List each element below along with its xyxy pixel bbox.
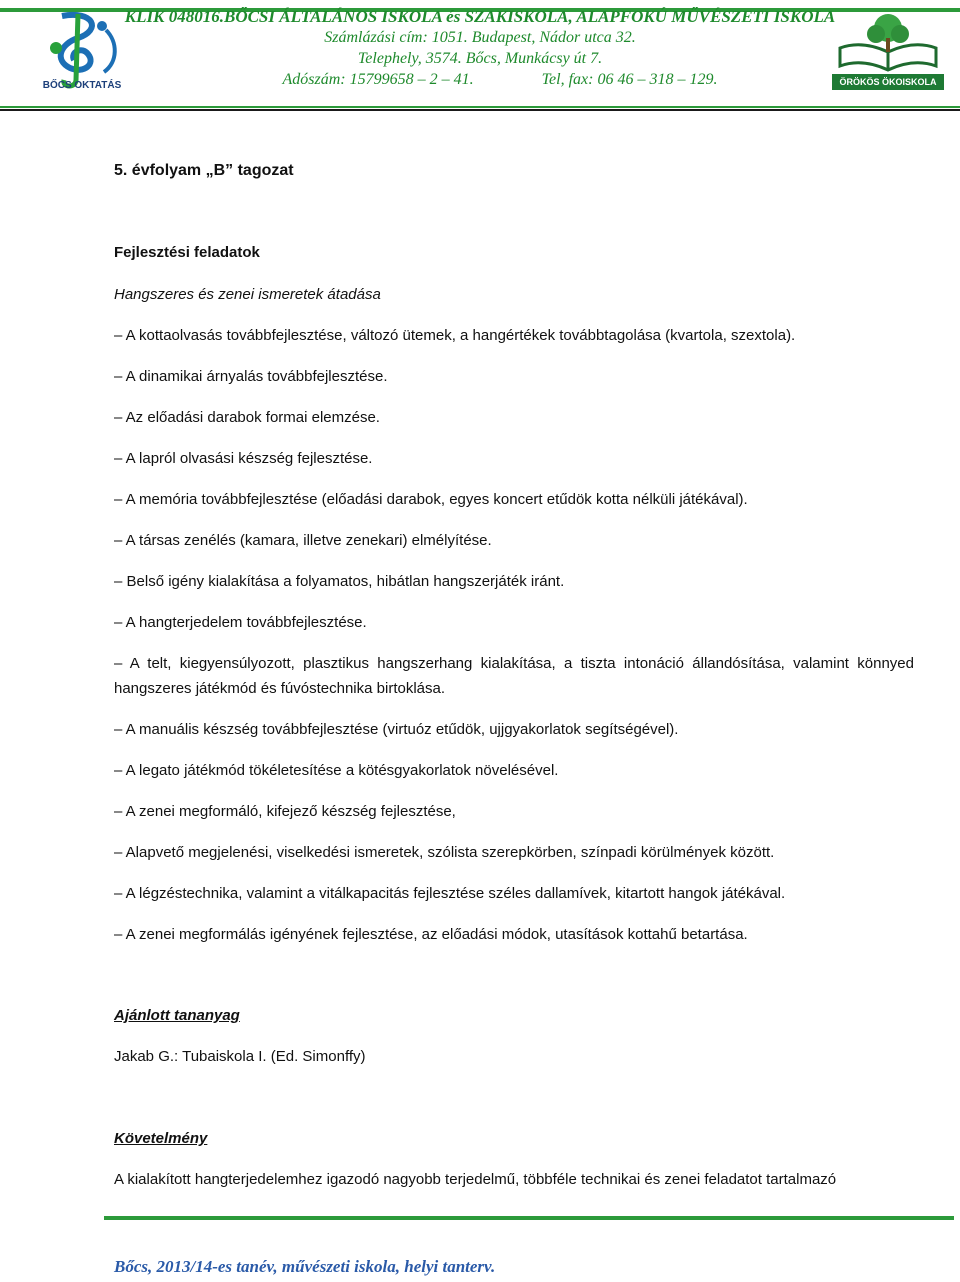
header-divider [0,98,960,103]
list-item: – A társas zenélés (kamara, illetve zenekari) elmélyítése. [114,532,492,549]
eco-school-logo [832,8,944,90]
header-top-rule [0,0,960,5]
list-item: – Belső igény kialakítása a folyamatos, hibátlan hangszerjáték iránt. [114,573,565,590]
header-billing-address: Számlázási cím: 1051. Budapest, Nádor utca 32. [324,29,636,46]
book-tree-logo-icon [832,8,944,74]
section-title: Fejlesztési feladatok [114,244,260,261]
recommended-text: Jakab G.: Tubaiskola I. (Ed. Simonffy) [114,1048,366,1065]
footer-text: Bőcs, 2013/14-es tanév, művészeti iskola, helyi tanterv. [114,1257,496,1276]
list-item: – A légzéstechnika, valamint a vitálkapacitás fejlesztése széles dallamívek, kitartott hangok játékával. [114,885,786,902]
footer-rule-graphic [104,1216,954,1220]
requirements-text: A kialakított hangterjedelemhez igazodó nagyobb terjedelmű, többféle technikai és zenei feladatot tartalmazó [114,1171,837,1188]
header-divider-graphic [0,106,960,111]
section-subtitle: Hangszeres és zenei ismeretek átadása [114,286,381,303]
logo-right-caption: ÖRÖKÖS ÖKOISKOLA [832,74,944,90]
page-heading: 5. évfolyam „B” tagozat [114,162,294,179]
list-item: – Az előadási darabok formai elemzése. [114,409,380,426]
list-item: – A dinamikai árnyalás továbbfejlesztése. [114,368,388,385]
list-item: – A manuális készség továbbfejlesztése (virtuóz etűdök, ujjgyakorlatok segítségével). [114,721,679,738]
list-item: – A lapról olvasási készség fejlesztése. [114,450,373,467]
recommended-title: Ajánlott tananyag [114,1007,240,1024]
list-item: – A kottaolvasás továbbfejlesztése, változó ütemek, a hangértékek továbbtagolása (kvartola, szextola). [114,327,796,344]
list-item: – Alapvető megjelenési, viselkedési ismeretek, szólista szerepkörben, színpadi körülmények között. [114,844,775,861]
header-contact-row [90,69,870,90]
header-phone: Tel, fax: 06 46 – 318 – 129. [541,71,718,88]
list-item: – A memória továbbfejlesztése (előadási darabok, egyes koncert etűdök kotta nélküli játékával). [114,491,748,508]
header-block [90,6,870,90]
list-item: – A zenei megformáló, kifejező készség fejlesztése, [114,803,456,820]
list-item: – A telt, kiegyensúlyozott, plasztikus hangszerhang kialakítása, a tiszta intonáció állandósítása, valamint könnyed hangszeres játékmód és fúvóstechnika birtoklása. [114,655,914,697]
list-item: – A hangterjedelem továbbfejlesztése. [114,614,367,631]
list-item: – A legato játékmód tökéletesítése a kötésgyakorlatok növelésével. [114,762,559,779]
footer-rule [104,1207,954,1211]
header-tax-number: Adószám: 15799658 – 2 – 41. [282,71,474,88]
header-title: KLIK 048016.BŐCSI ÁLTALÁNOS ISKOLA és SZAKISKOLA, ALAPFOKÚ MŰVÉSZETI ISKOLA [124,7,836,26]
header-site-address: Telephely, 3574. Bőcs, Munkácsy út 7. [357,50,603,67]
list-item: – A zenei megformálás igényének fejlesztése, az előadási módok, utasítások kottahű betartása. [114,926,748,943]
logo-left-caption: BŐCS OKTATÁS [42,80,122,91]
requirements-title: Követelmény [114,1130,208,1147]
